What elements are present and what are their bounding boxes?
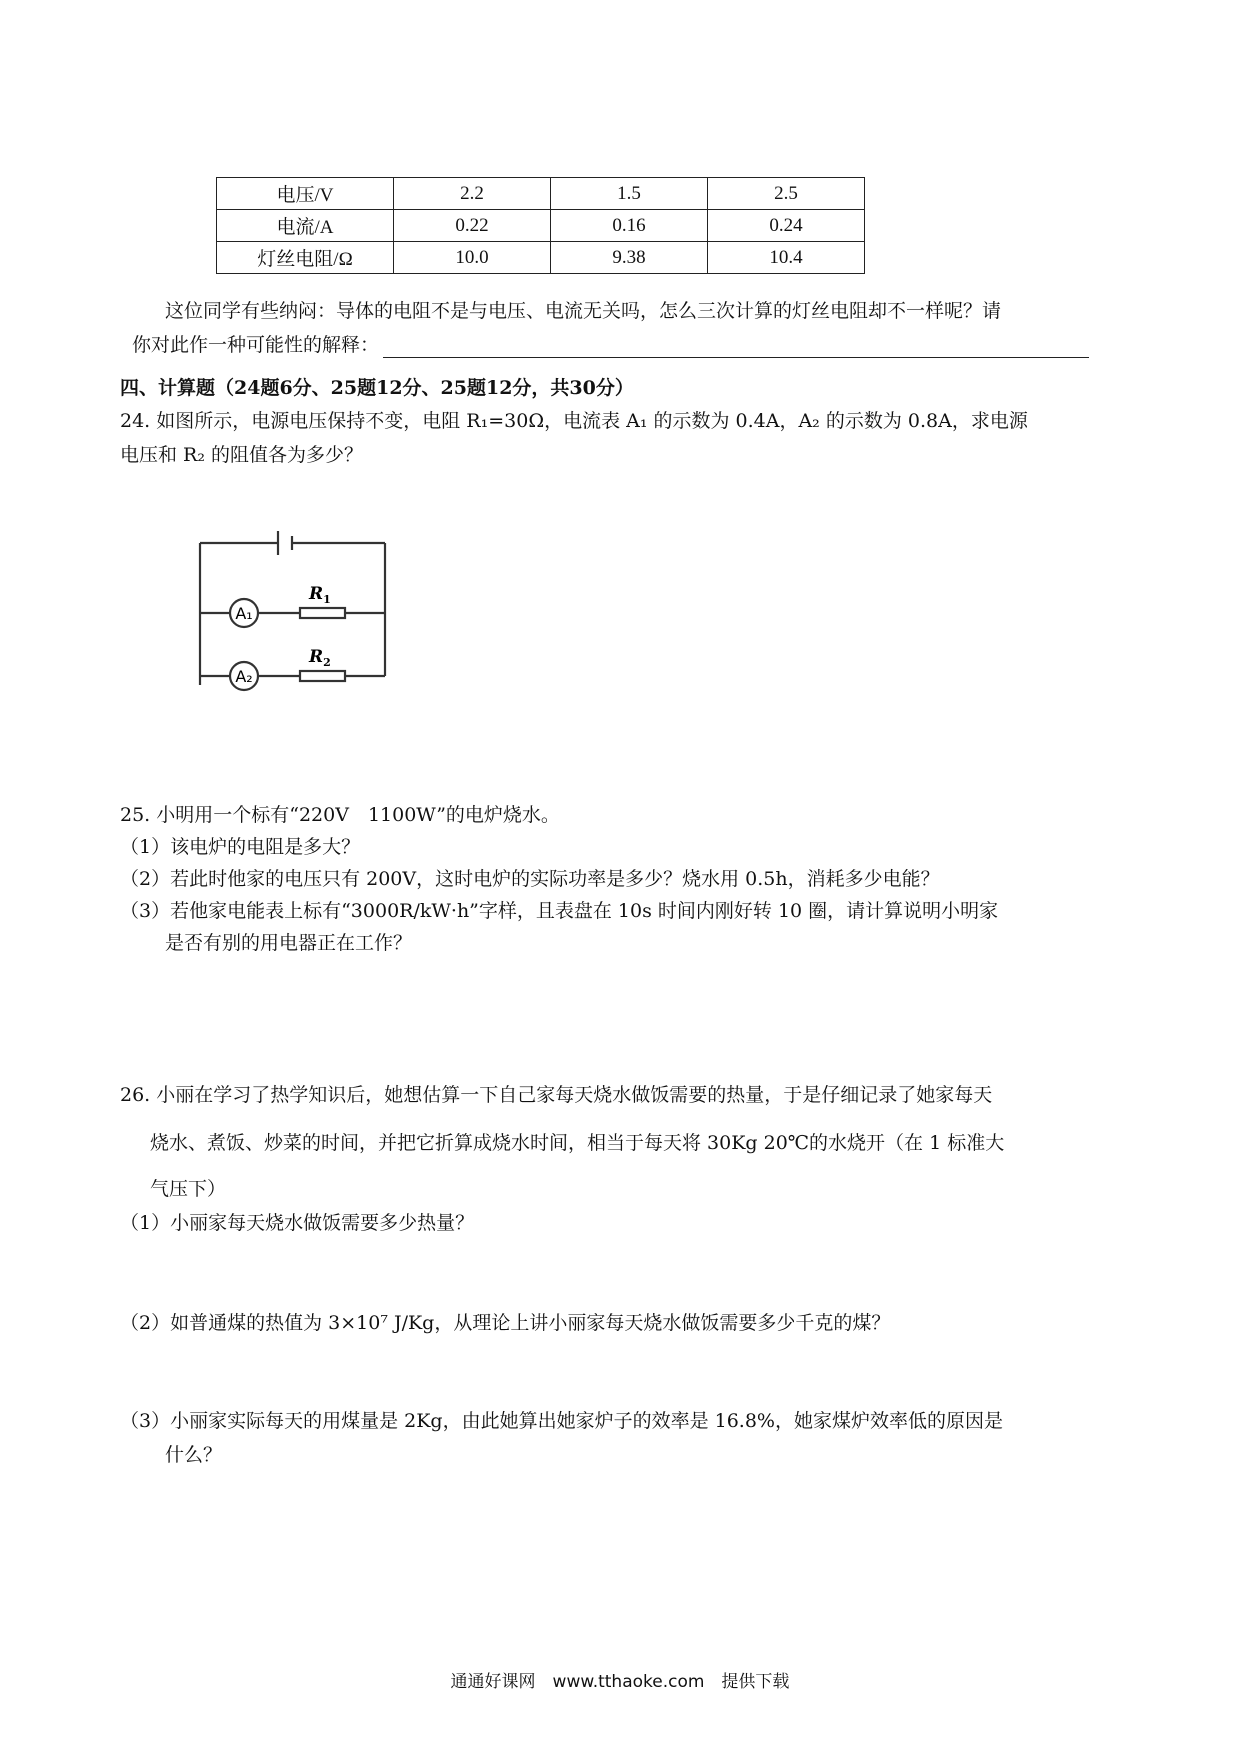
table-cell: 1.5 bbox=[551, 178, 708, 210]
resistor-r2-label: $R_2$ bbox=[309, 647, 331, 669]
table-row bbox=[217, 210, 865, 242]
circuit-diagram bbox=[190, 525, 400, 695]
answer-blank bbox=[383, 337, 1089, 358]
measurement-table bbox=[216, 177, 865, 274]
table-cell: 0.16 bbox=[551, 210, 708, 242]
q25-part2: （2）若此时他家的电压只有 200V，这时电炉的实际功率是多少？烧水用 0.5h，消耗多少电能？ bbox=[120, 868, 940, 890]
q25-part3-cont: 是否有别的用电器正在工作？ bbox=[165, 932, 413, 954]
q25-part1: （1）该电炉的电阻是多大？ bbox=[120, 836, 361, 858]
resistor-r2 bbox=[300, 671, 345, 681]
q23-line1: 这位同学有些纳闷：导体的电阻不是与电压、电流无关吗，怎么三次计算的灯丝电阻却不一样呢？请 bbox=[165, 300, 1002, 322]
resistor-r1-label: $R_1$ bbox=[309, 584, 331, 606]
q25-part3: （3）若他家电能表上标有“3000R/kW·h”字样，且表盘在 10s 时间内刚好转 10 圈，请计算说明小明家 bbox=[120, 900, 999, 922]
q23-line2 bbox=[132, 332, 1089, 358]
q26-part3: （3）小丽家实际每天的用煤量是 2Kg，由此她算出她家炉子的效率是 16.8%，她家煤炉效率低的原因是 bbox=[120, 1410, 1003, 1432]
q25-stem: 25. 小明用一个标有“220V 1100W”的电炉烧水。 bbox=[120, 804, 560, 826]
resistor-r1 bbox=[300, 608, 345, 618]
table-cell: 2.5 bbox=[708, 178, 865, 210]
q26-line2: 烧水、煮饭、炒菜的时间，并把它折算成烧水时间，相当于每天将 30Kg 20℃的水烧开（在 1 标准大 bbox=[150, 1132, 1005, 1154]
ammeter-a1-label: A₁ bbox=[235, 604, 253, 623]
q26-line1: 26. 小丽在学习了热学知识后，她想估算一下自己家每天烧水做饭需要的热量，于是仔细记录了她家每天 bbox=[120, 1084, 993, 1106]
table-cell: 9.38 bbox=[551, 242, 708, 274]
table-cell: 10.0 bbox=[394, 242, 551, 274]
table-row-header: 电压/V bbox=[217, 178, 394, 210]
q24-line2: 电压和 R₂ 的阻值各为多少？ bbox=[120, 444, 364, 466]
ammeter-a2-label: A₂ bbox=[235, 667, 253, 686]
table-row bbox=[217, 242, 865, 274]
table-cell: 2.2 bbox=[394, 178, 551, 210]
table-cell: 0.24 bbox=[708, 210, 865, 242]
table-cell: 0.22 bbox=[394, 210, 551, 242]
table-cell: 10.4 bbox=[708, 242, 865, 274]
q24-line1: 24. 如图所示，电源电压保持不变，电阻 R₁=30Ω，电流表 A₁ 的示数为 0.4A，A₂ 的示数为 0.8A，求电源 bbox=[120, 410, 1028, 432]
q23-prompt: 你对此作一种可能性的解释： bbox=[132, 334, 380, 356]
table-row-header: 灯丝电阻/Ω bbox=[217, 242, 394, 274]
table-row bbox=[217, 178, 865, 210]
section-title: 四、计算题（24题6分、25题12分、25题12分，共30分） bbox=[120, 377, 634, 399]
table-row-header: 电流/A bbox=[217, 210, 394, 242]
q26-part2: （2）如普通煤的热值为 3×10⁷ J/Kg，从理论上讲小丽家每天烧水做饭需要多少千克的煤？ bbox=[120, 1312, 891, 1334]
q26-part3-cont: 什么？ bbox=[165, 1444, 223, 1466]
page-footer: 通通好课网 www.tthaoke.com 提供下载 bbox=[450, 1672, 790, 1692]
q26-line3: 气压下） bbox=[150, 1178, 227, 1200]
q26-part1: （1）小丽家每天烧水做饭需要多少热量？ bbox=[120, 1212, 475, 1234]
